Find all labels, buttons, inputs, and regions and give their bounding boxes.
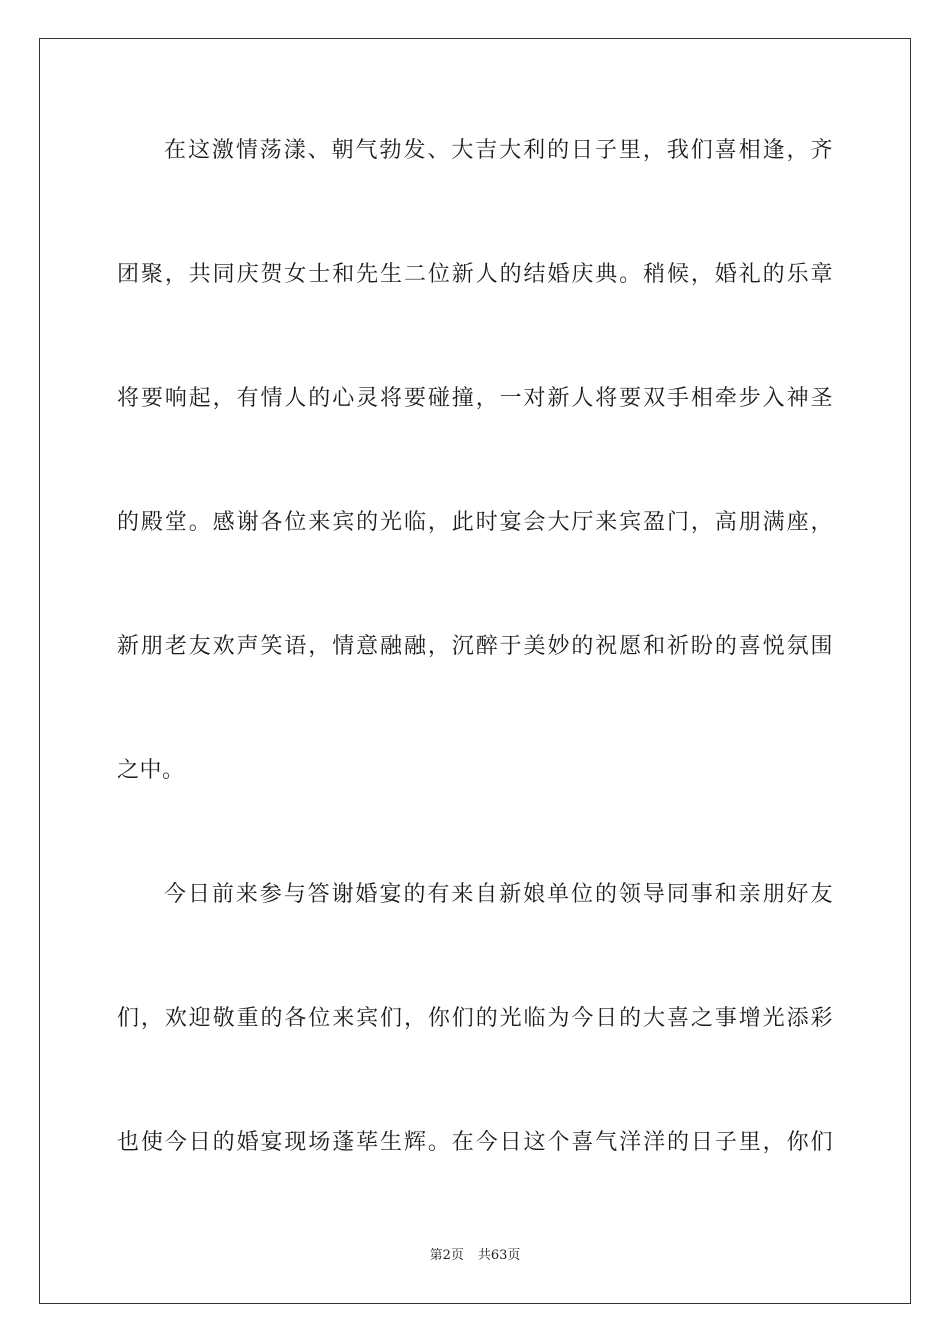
paragraph-1-line-4: 的殿堂。感谢各位来宾的光临，此时宴会大厅来宾盈门，高朋满座， [117, 510, 833, 535]
paragraph-1-line-6: 之中。 [117, 758, 185, 783]
paragraph-1-line-1: 在这激情荡漾、朝气勃发、大吉大利的日子里，我们喜相逢，齐 [164, 138, 833, 163]
paragraph-2-line-3: 也使今日的婚宴现场蓬荜生辉。在今日这个喜气洋洋的日子里，你们 [117, 1130, 833, 1155]
page-border [39, 38, 911, 1304]
page-number-current: 第2页 [429, 1248, 464, 1263]
paragraph-1-line-2: 团聚，共同庆贺女士和先生二位新人的结婚庆典。稍候，婚礼的乐章 [117, 262, 833, 287]
paragraph-1-line-5: 新朋老友欢声笑语，情意融融，沉醉于美妙的祝愿和祈盼的喜悦氛围 [117, 634, 833, 659]
paragraph-1-line-3: 将要响起，有情人的心灵将要碰撞，一对新人将要双手相牵步入神圣 [117, 386, 833, 411]
paragraph-2-line-2: 们，欢迎敬重的各位来宾们，你们的光临为今日的大喜之事增光添彩 [117, 1006, 833, 1031]
paragraph-2-line-1: 今日前来参与答谢婚宴的有来自新娘单位的领导同事和亲朋好友 [164, 882, 833, 907]
page-number-total: 共63页 [477, 1248, 521, 1263]
page-footer [0, 1247, 950, 1265]
